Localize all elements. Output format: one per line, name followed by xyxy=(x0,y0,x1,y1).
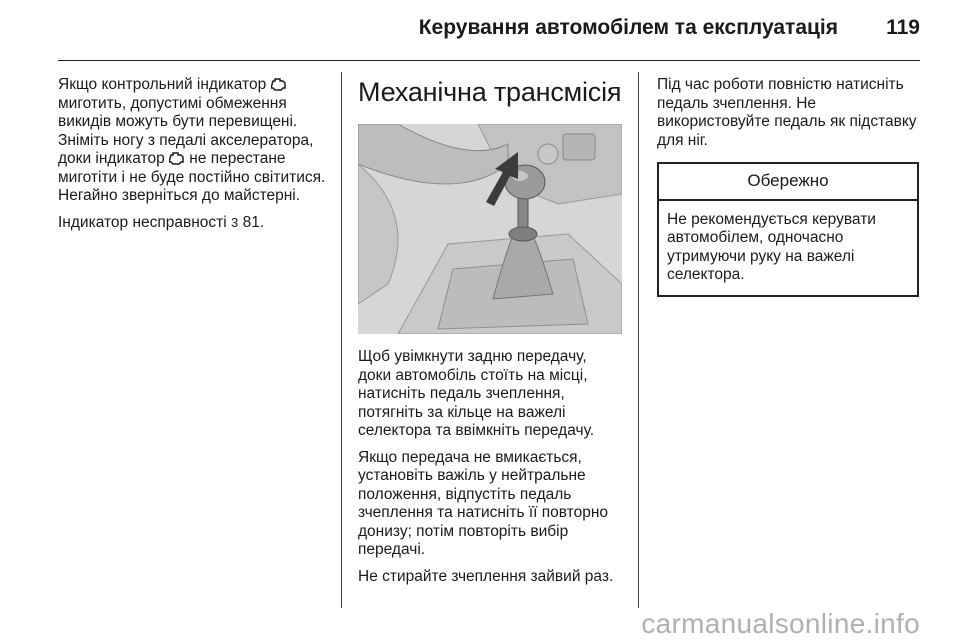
chapter-title: Керування автомобілем та експлуатація xyxy=(418,16,838,39)
engine-check-icon xyxy=(271,77,287,91)
paragraph-indicator-warning: Якщо контрольний індикатор миготить, допустимі обмеження викидів можуть бути перевищені. Зніміть ногу з педалі акселератора, доки індикатор не перестане миготіти і не буде постійно світитися. Негайно зверніться до майстерні. xyxy=(58,76,326,204)
caution-text: Не рекомендується керувати автомобілем, одночасно утримуючи руку на важелі селектора. xyxy=(667,210,876,283)
paragraph-clutch-pedal: Під час роботи повністю натисніть педаль зчеплення. Не використовуйте педаль як підставку для ніг. xyxy=(657,76,917,149)
caution-title: Обережно xyxy=(659,164,917,201)
engine-check-icon xyxy=(169,151,185,165)
paragraph-reverse-gear: Щоб увімкнути задню передачу, доки автомобіль стоїть на місці, натисніть педаль зчеплення, потягніть за кільце на важелі селектора та ввімкніть передачу. xyxy=(358,348,595,439)
column-middle xyxy=(358,76,624,594)
gear-lever-illustration xyxy=(358,124,622,334)
column-divider-right xyxy=(638,72,639,608)
paragraph-gear-not-engaging: Якщо передача не вмикається, установіть важіль у нейтральне положення, відпустіть педаль зчеплення та натисніть її повторно донизу; потім повторіть вибір передачі. xyxy=(358,448,609,558)
caution-box xyxy=(657,162,919,297)
column-left xyxy=(58,76,333,240)
paragraph-clutch-advice: Не стирайте зчеплення зайвий раз. xyxy=(358,567,614,585)
cross-reference-arrow[interactable]: 3 xyxy=(231,214,239,230)
column-divider-left xyxy=(341,72,342,608)
watermark: carmanualsonline.info xyxy=(641,608,920,639)
page-number: 119 xyxy=(886,16,920,39)
header-divider xyxy=(58,60,920,61)
section-title: Механічна трансмісія xyxy=(358,77,622,107)
paragraph-malfunction-ref: Індикатор несправності 3 81. xyxy=(58,213,265,231)
column-right xyxy=(657,76,921,297)
